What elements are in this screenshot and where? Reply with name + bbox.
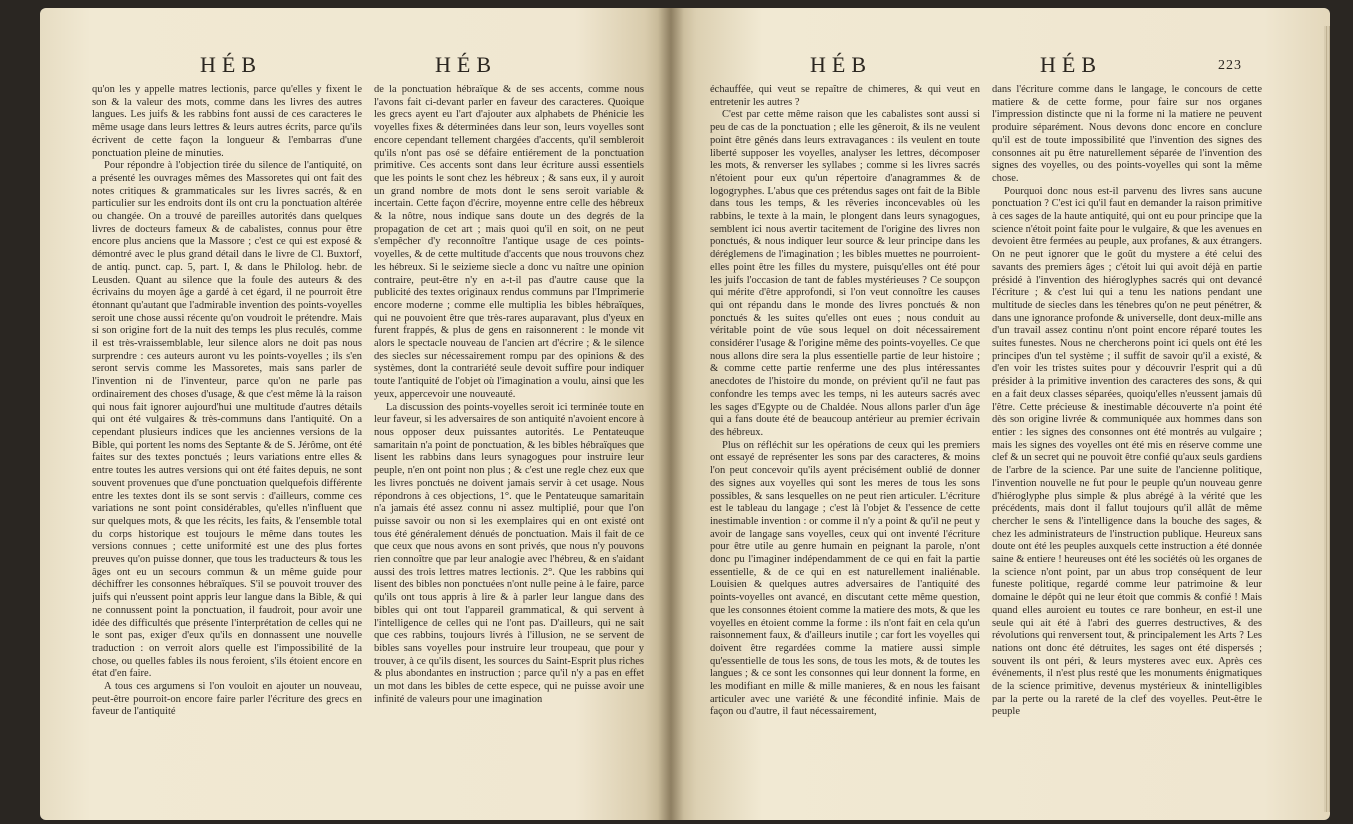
page-number: 223: [1218, 58, 1242, 73]
left-page: [40, 8, 670, 820]
paragraph: Plus on réfléchit sur les opérations de ceux qui les premiers ont essayé de représenter les sons par des caracteres, & moins l'on peut concevoir qu'ils ayent précisément oublié de donner des signes aux voyelles qui sont les meres de tous les sons possibles, & sans lesquelles on ne peut rien articuler. L'écriture est le tableau du langage ; c'est là l'objet & l'essence de cette inestimable invention : or comme il n'y a point & qu'il ne peut y avoir de langage sans voyelles, ceux qui ont inventé l'écriture pour être utile au genre humain en peignant la parole, n'ont donc pu l'imaginer indépendamment de ce qui en fait la partie essentielle, & de ce qui en est naturellement inaliénable. Louisien & quelques autres adversaires de l'antiquité des points-voyelles ont avancé, en discutant cette même question, que les consonnes étoient comme la matiere des mots, & que les voyelles en étoient comme la forme : ils n'ont fait en cela qu'un raisonnement faux, & d'ailleurs inutile ; car fort les voyelles qui doivent être regardées comme la matiere aussi simple qu'essentielle de tous les sons, de tous les mots, & de toutes les langues ; & ce sont les consonnes qui leur donnent la forme, en les modifiant en mille & mille manieres, & en nous les faisant articuler avec une variété & une fécondité infinie. Mais de façon ou d'autre, il faut nécessairement,: [710, 439, 980, 718]
paragraph: A tous ces argumens si l'on vouloit en ajouter un nouveau, peut-être pourroit-on encore faire parler l'écriture des grecs en faveur de l'antiquité: [92, 681, 362, 718]
left-page-header-left: HÉB: [200, 52, 262, 77]
open-book: [40, 8, 1330, 820]
paragraph: de la ponctuation hébraïque & de ses accents, comme nous l'avons fait ci-devant parler en faveur des caracteres. Quoique les grecs ayent eu l'art d'ajouter aux alphabets de Phénicie les voyelles fixes & déterminées dans leur son, leurs voyelles sont encore cependant tellement chargées d'accents, qu'il sembleroit qu'ils n'ont pas osé se défaire entiérement de la ponctuation primitive. Ces accents sont dans leur écriture aussi essentiels que les points le sont chez les hébreux ; & sans eux, il y auroit un grand nombre de mots dont le sens seroit variable & incertain. Cette façon d'écrire, moyenne entre celle des hébreux & la nôtre, nous indique sans doute un des degrés de la propagation de cet art ; mais quoi qu'il en soit, on ne peut s'empêcher d'y reconnoître l'antique usage de ces points-voyelles, & de cette multitude d'accents que nous trouvons chez les hébreux. Si le seizieme siecle a donc vu naître une opinion contraire, peut-être n'y en a-t-il pas d'autre cause que la publicité des textes originaux rendus communs par l'Imprimerie encore moderne ; comme elle multiplia les bibles hébraïques, qui ne pouvoient être que très-rares auparavant, plus d'yeux en furent frappés, & plus de gens en raisonnerent : le monde vit alors le spectacle nouveau de l'ancien art d'écrire ; & le silence des siecles sur nécessairement rompu par des opinions & des systèmes, dont la contrariété seule devoit suffire pour indiquer toute l'antiquité de l'objet où l'imagination a voulu, ainsi que les yeux, appercevoir une nouveauté.: [374, 84, 644, 400]
right-page-column-2: [992, 84, 1262, 800]
right-page-header-right: HÉB: [1040, 52, 1102, 77]
left-page-header-right: HÉB: [435, 52, 497, 77]
paragraph: Pourquoi donc nous est-il parvenu des livres sans aucune ponctuation ? C'est ici qu'il faut en demander la raison primitive à ces sages de la haute antiquité, qui ont eu pour principe que la science n'étoit point faite pour le vulgaire, & que les avenues en devoient être fermées au peuple, aux profanes, & aux étrangers. On ne peut ignorer que le goût du mystere a été celui des savants des premiers âges ; c'étoit lui qui avoit déjà en partie présidé à l'invention des hiéroglyphes sacrés qui ont devancé l'écriture ; & c'est lui qui a tenu les nations pendant une multitude de siecles dans les ténebres qu'on ne peut pénétrer, & dans une ignorance profonde & universelle, dont deux-mille ans d'un travail assez continu n'ont point encore réparé toutes les suites funestes. Nous ne chercherons point ici quels ont été les principes d'un tel système ; il suffit de savoir qu'il a existé, & d'en voir les tristes suites pour y découvrir l'esprit qui a dû présider à la primitive invention des caracteres des sons, & qui en a fait deux classes séparées, quoiqu'elles n'eussent jamais dû l'être. Cette précieuse & inestimable découverte n'a point été dès son origine livrée & communiquée aux hommes dans son entier : les signes des consonnes ont été montrés au vulgaire ; mais les signes des voyelles ont été mis en réserve comme une clef & un secret qui ne pouvoit être confié qu'aux seuls gardiens de l'arbre de la science. Par une suite de l'ancienne politique, l'invention nouvelle ne fut pour le peuple qu'un nouveau genre d'hiéroglyphe plus simple & plus abrégé à la vérité que les précédents, mais dont il fallut toujours qu'il allât de même chercher le sens & l'intelligence dans la bouche des sages, & chez les administrateurs de l'instruction publique. Heureux sans doute ont été les peuples auxquels cette instruction a été donnée saine & entiere ! heureuses ont été les sociétés où les organes de la science n'ont point, par un abus trop conséquent de leur funeste politique, regardé comme leur patrimoine & leur domaine le dépôt qui ne leur étoit que commis & confié ! Mais quand elles auroient eu toutes ce rare bonheur, en est-il une seule qui ait été à l'abri des guerres destructives, & des révolutions qui renversent tout, & principalement les Arts ? Les nations ont donc été détruites, les sages ont été dispersés ; souvent ils ont péri, & leurs mysteres avec eux. Après ces événements, il n'est plus resté que les monuments énigmatiques de la science primitive, devenus mystérieux & inintelligibles par la perte ou la rareté de la clef des voyelles. Peut-être le peuple: [992, 185, 1262, 718]
left-page-column-2: [374, 84, 644, 800]
right-page: [670, 8, 1330, 820]
page-edges: [1324, 26, 1330, 812]
right-page-header-left: HÉB: [810, 52, 872, 77]
left-page-column-1: [92, 84, 362, 800]
paragraph: échauffée, qui veut se repaître de chimeres, & qui veut en entretenir les autres ?: [710, 84, 980, 108]
paragraph: dans l'écriture comme dans le langage, le concours de cette matiere & de cette forme, pour faire sur nos organes l'impression distincte que ni la forme ni la matiere ne peuvent produire séparément. Nous devons donc encore en conclure qu'il est de toute impossibilité que l'invention des signes des consonnes ait pu être naturellement séparée de l'invention des signes des voyelles, ou des points-voyelles qui sont la même chose.: [992, 84, 1262, 184]
right-page-column-1: [710, 84, 980, 800]
paragraph: La discussion des points-voyelles seroit ici terminée toute en leur faveur, si les adversaires de son antiquité n'avoient encore à nous opposer deux puissantes autorités. Le Pentateuque samaritain n'a point de ponctuation, & les bibles hébraïques que lisent les rabbins dans leurs synagogues pour instruire leur peuple, n'en ont point non plus ; & c'est une regle chez eux que les livres ponctués ne doivent jamais servir à cet usage. Nous répondrons à ces objections, 1°. que le Pentateuque samaritain n'a jamais été assez connu ni assez multiplié, pour que l'on puisse savoir ou non si les exemplaires qui en ont existé ont tous été généralement dénués de ponctuation. Mais il fait de ce que ceux que nous avons en sont privés, que nous n'y pouvons rien connoître que par leur analogie avec l'hébreu, & en s'aidant aussi des trois lettres matres lectionis. 2°. Que les rabbins qui lisent des bibles non ponctuées n'ont nulle peine à le faire, parce qu'ils ont tous appris à lire & à parler leur langue dans des bibles qui ont tout l'appareil grammatical, & qui servent à l'intelligence de celles qui ne l'ont pas. D'ailleurs, qui ne sait que ces rabbins, toujours livrés à l'illusion, ne se servent de bibles sans voyelles pour instruire leur troupeau, que pour y trouver, à ce qu'ils disent, les sources du Saint-Esprit plus riches & plus abondantes en instruction ; parce qu'il n'y a pas en effet un mot dans les bibles de cette espece, qui ne puisse avoir une infinité de valeurs pour une imagination: [374, 401, 644, 705]
paragraph: Pour répondre à l'objection tirée du silence de l'antiquité, on a présenté les ouvrages mêmes des Massoretes qui ont fait des notes critiques & grammaticales sur les livres sacrés, & en particulier sur les endroits dont ils ont cru la ponctuation altérée ou changée. On a trouvé de pareilles autorités dans quelques livres de docteurs fameux & de cabalistes, connus pour être encore plus anciens que la Massore ; c'est ce qui est exposé & démontré avec le plus grand détail dans le livre de Cl. Buxtorf, de antiq. punct. cap. 5, part. I, & dans le Philolog. hebr. de Leusden. Quant au silence que la foule des auteurs & des écrivains du moyen âge a gardé à cet égard, il ne pourroit être étonnant qu'autant que l'admirable invention des points-voyelles seroit une chose aussi récente qu'on voudroit le prétendre. Mais si son origine fort de la nuit des temps les plus reculés, comme il est très-vraissemblable, leur silence alors ne doit pas nous surprendre : ces auteurs auront vu les points-voyelles ; ils s'en seront servis comme les Massoretes, mais sans parler de l'invention ni de l'inventeur, parce qu'on ne parle pas ordinairement des choses d'usage, & que c'est même là la raison qui nous fait ignorer aujourd'hui une multitude d'autres détails qui ont été vulgaires & très-communs dans l'antiquité. On a cependant plusieurs indices que les anciennes versions de la Bible, qui portent les noms des Septante & de S. Jérôme, ont été faites sur des textes ponctués ; leurs variations entre elles & entre toutes les autres versions qui ont été faites depuis, ne sont souvent provenues que d'une ponctuation quelquefois différente entre les textes dont ils se sont servis : d'ailleurs, comme ces variations ne sont point considérables, qu'elles n'influent que sur quelques mots, & que les récits, les faits, & l'ensemble total du corps historique est toujours le même dans toutes les versions connues ; cette uniformité est une des plus fortes preuves qu'on puisse donner, que tous les traducteurs & tous les âges ont eu un secours commun & un même guide pour déchiffrer les consonnes hébraïques. S'il se pouvoit trouver des juifs qui n'eussent point appris leur langue dans la Bible, & qui ne connussent point la ponctuation, il faudroit, pour avoir une idée des difficultés que présente l'interprétation de celles qui ne le sont pas, exiger d'eux qu'ils en donnassent une nouvelle traduction : on verroit alors quelle est l'impossibilité de la chose, ou quelles fables ils nous feroient, s'ils étoient encore en état d'en faire.: [92, 160, 362, 680]
paragraph: qu'on les y appelle matres lectionis, parce qu'elles y fixent le son & la valeur des mots, comme dans les livres des autres langues. Les juifs & les rabbins font aussi de ces caracteres le même usage dans leurs lettres & leurs autres écrits, parce qu'ils écrivent de cette façon la longueur & l'embarras d'une ponctuation pleine de minuties.: [92, 84, 362, 159]
paragraph: C'est par cette même raison que les cabalistes sont aussi si peu de cas de la ponctuation ; elle les gêneroit, & ils ne veulent point être gênés dans leurs extravagances : ils veulent en toute liberté supposer les voyelles, analyser les lettres, décomposer les mots, & renverser les syllabes ; comme si les livres sacrés n'étoient pour eux qu'un répertoire d'anagrammes & de logogryphes. L'abus que ces prétendus sages ont fait de la Bible dans tous les temps, & les rêveries inconcevables où les rabbins, le texte à la main, le plongent dans leurs synagogues, semblent ici nous avertir tacitement de l'origine des livres non ponctués, & nous indiquer leur source & leur principe dans les déréglemens de l'imagination ; les bibles muettes ne pourroient-elles point être les filles du mystere, puisqu'elles ont été pour les juifs l'occasion de tant de fables mystérieuses ? Ce soupçon qui mérite d'être approfondi, si l'on veut connoître les causes qui ont répandu dans le monde des livres ponctués & non ponctués & les suites qu'elles ont eues ; nous conduit au véritable point de vûe sous lequel on doit nécessairement considérer l'usage & l'origine même des points-voyelles. Ce que nous allons dire sera la plus essentielle partie de leur histoire ; & comme cette partie renferme une des plus intéressantes anecdotes de l'histoire du monde, on prévient qu'il ne faut pas confondre les temps avec les temps, ni les auteurs sacrés avec les sages d'Egypte ou de Chaldée. Nous allons parler d'un âge qui a fans doute été de beaucoup antérieur au premier écrivain des hébreux.: [710, 109, 980, 438]
